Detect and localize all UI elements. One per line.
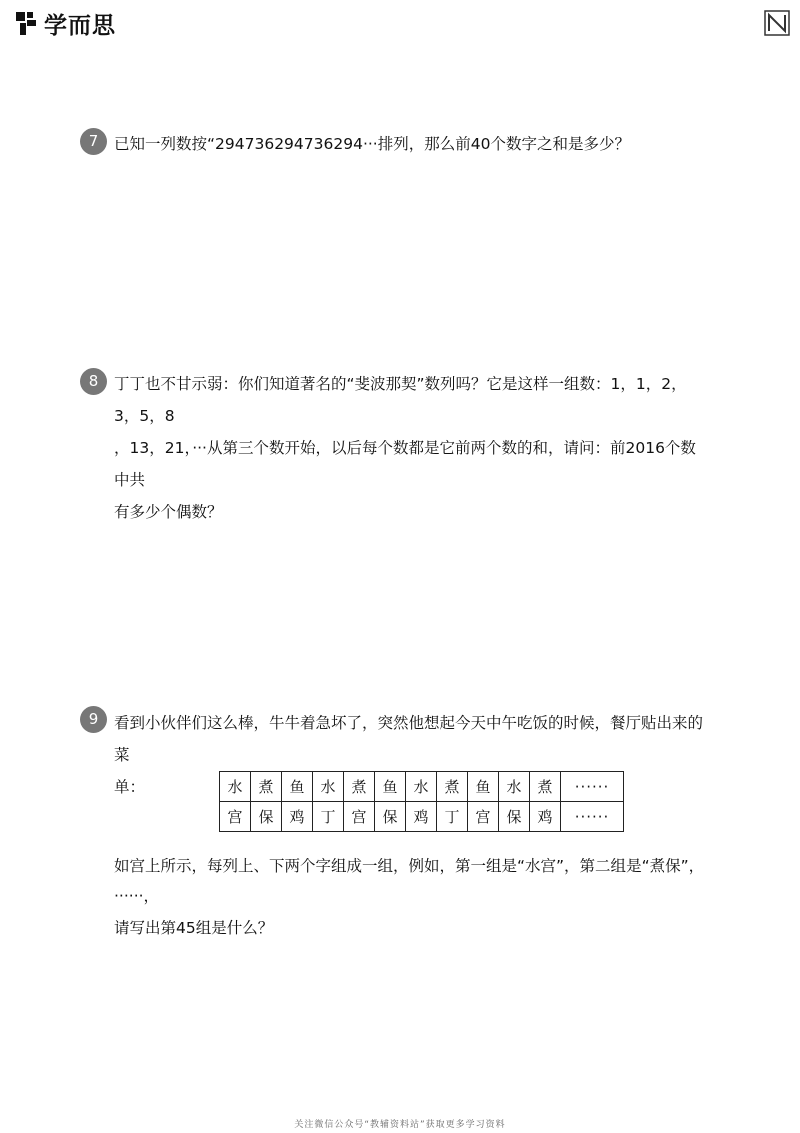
menu-cell: 宫 bbox=[468, 802, 499, 832]
question-8-text bbox=[114, 368, 710, 528]
question-number-badge: 9 bbox=[80, 706, 107, 733]
question-9-line: 单： bbox=[114, 778, 146, 796]
question-9-line: 看到小伙伴们这么棒，牛牛着急坏了，突然他想起今天中午吃饭的时候，餐厅贴出来的菜 bbox=[114, 714, 704, 764]
menu-cell: 鸡 bbox=[530, 802, 561, 832]
menu-cell: 煮 bbox=[530, 772, 561, 802]
menu-row-top bbox=[220, 772, 624, 802]
menu-cell: 煮 bbox=[437, 772, 468, 802]
brand-name: 学而思 bbox=[44, 12, 116, 39]
question-9-prompt: 请写出第45组是什么？ bbox=[114, 919, 274, 937]
menu-cell: 宫 bbox=[344, 802, 375, 832]
question-8-line: 有多少个偶数？ bbox=[114, 503, 223, 521]
menu-cell: 鱼 bbox=[282, 772, 313, 802]
menu-cell: 鱼 bbox=[468, 772, 499, 802]
corner-emblem-icon bbox=[764, 10, 790, 36]
menu-cell: 煮 bbox=[344, 772, 375, 802]
question-number-badge: 7 bbox=[80, 128, 107, 155]
question-8-line: ，13，21，···从第三个数开始，以后每个数都是它前两个数的和，请问：前2016个数中共 bbox=[114, 439, 696, 489]
brand-logo bbox=[14, 8, 116, 38]
menu-cell: 丁 bbox=[437, 802, 468, 832]
menu-table bbox=[219, 771, 624, 832]
menu-cell: 鸡 bbox=[406, 802, 437, 832]
menu-cell-ellipsis: ······ bbox=[561, 802, 624, 832]
menu-cell: 保 bbox=[251, 802, 282, 832]
menu-cell: 鱼 bbox=[375, 772, 406, 802]
menu-cell: 煮 bbox=[251, 772, 282, 802]
menu-cell: 鸡 bbox=[282, 802, 313, 832]
question-8-line: 丁丁也不甘示弱：你们知道著名的“斐波那契”数列吗？它是这样一组数：1，1，2，3，5，8 bbox=[114, 375, 687, 425]
question-9-ellipsis: ······， bbox=[114, 887, 160, 905]
brand-mark-icon bbox=[14, 9, 42, 37]
menu-cell: 丁 bbox=[313, 802, 344, 832]
menu-cell-ellipsis: ······ bbox=[561, 772, 624, 802]
menu-row-bottom bbox=[220, 802, 624, 832]
footer-note: 关注微信公众号“教辅资料站”获取更多学习资料 bbox=[294, 1120, 506, 1130]
menu-cell: 水 bbox=[220, 772, 251, 802]
question-7-text: 已知一列数按“294736294736294···排列，那么前40个数字之和是多少？ bbox=[114, 135, 630, 153]
question-9-explanation: 如宫上所示，每列上、下两个字组成一组，例如，第一组是“水宫”，第二组是“煮保”， bbox=[114, 857, 705, 875]
menu-cell: 水 bbox=[499, 772, 530, 802]
menu-cell: 宫 bbox=[220, 802, 251, 832]
menu-cell: 水 bbox=[406, 772, 437, 802]
menu-cell: 保 bbox=[499, 802, 530, 832]
question-number-badge: 8 bbox=[80, 368, 107, 395]
menu-cell: 水 bbox=[313, 772, 344, 802]
menu-cell: 保 bbox=[375, 802, 406, 832]
